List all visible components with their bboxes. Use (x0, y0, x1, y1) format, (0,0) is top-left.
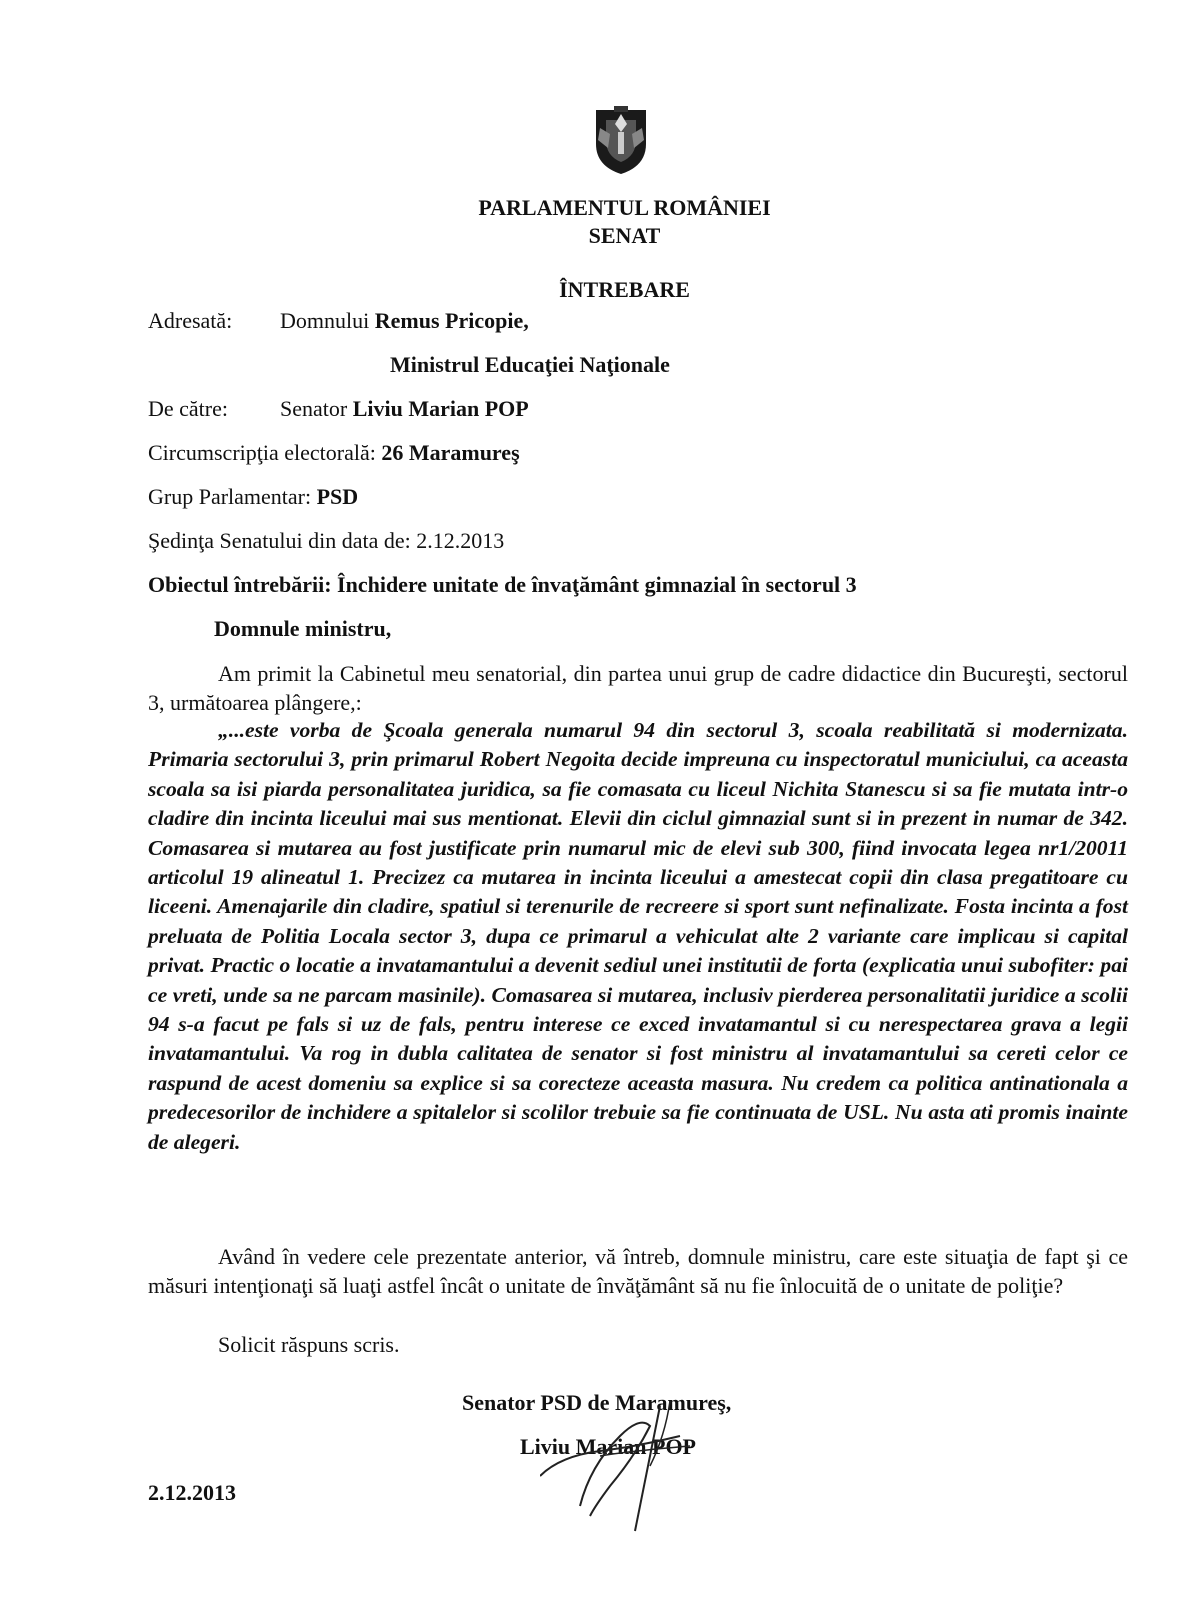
session-line (148, 528, 504, 554)
signoff-name: Liviu Marian POP (520, 1434, 696, 1459)
closing-line: Solicit răspuns scris. (218, 1332, 400, 1357)
subject-line (148, 572, 857, 598)
session-date: 2.12.2013 (416, 528, 505, 553)
intro-paragraph: Am primit la Cabinetul meu senatorial, din partea unui grup de cadre didactice din Bucureşti, sectorul 3, următoarea plângere,: (148, 661, 1128, 716)
sender-line (280, 396, 529, 422)
addressee-name: Remus Pricopie, (374, 308, 529, 333)
session-label: Şedinţa Senatului din data de: (148, 528, 411, 553)
chamber-title: SENAT (588, 223, 661, 248)
greeting: Domnule ministru, (214, 616, 392, 641)
district-label: Circumscripţia electorală: (148, 440, 376, 465)
sender-label: De către: (148, 396, 228, 421)
coat-of-arms-icon (586, 104, 656, 176)
document-type-title: ÎNTREBARE (559, 277, 690, 302)
handwritten-signature (540, 1396, 710, 1536)
sender-name: Liviu Marian POP (352, 396, 529, 421)
sender-prefix: Senator (280, 396, 348, 421)
institution-title: PARLAMENTUL ROMÂNIEI (478, 195, 771, 220)
district-line (148, 440, 520, 466)
addressee-label: Adresată: (148, 308, 233, 333)
document-date: 2.12.2013 (148, 1480, 236, 1505)
addressee-line (280, 308, 529, 334)
addressee-title: Ministrul Educaţiei Naţionale (390, 352, 670, 377)
group-label: Grup Parlamentar: (148, 484, 312, 509)
subject-label: Obiectul întrebării: (148, 572, 332, 597)
signoff-role: Senator PSD de Maramureş, (462, 1390, 732, 1415)
group-value: PSD (316, 484, 359, 509)
quoted-complaint: „...este vorba de Şcoala generala numarul 94 din sectorul 3, scoala reabilitată si modernizata. Primaria sectorului 3, prin primarul Robert Negoita decide impreuna cu inspectoratul municiului, ca aceasta scoala sa isi piarda personalitatea juridica, sa fie comasata cu liceul Nichita Stanescu si sa fie mutata intr-o cladire din incinta liceului mai sus mentionat. Elevii din ciclul gimnazial sunt si in prezent in numar de 342. Comasarea si mutarea au fost justificate prin numarul mic de elevi sub 300, fiind invocata legea nr1/20011 articolul 19 alineatul 1. Precizez ca mutarea in incinta liceului a amestecat copii din clasa pregatitoare cu liceeni. Amenajarile din cladire, spatiul si terenurile de recreere si sport sunt nefinalizate. Fosta incinta a fost preluata de Politia Locala sector 3, dupa ce primarul a vehiculat alte 2 variante care implicau si capital privat. Practic o locatie a invatamantului a devenit sediul unei institutii de forta (explicatia unui subofiter: pai ce vreti, unde sa ne parcam masinile). Comasarea si mutarea, inclusiv pierderea personalitatii juridice a scolii 94 s-a facut pe fals si uz de fals, pentru interese ce exced invatamantul si cu nerespectarea grava a legii invatamantului. Va rog in dubla calitatea de senator si fost ministru al invatamantului sa cereti celor ce raspund de acest domeniu sa explice si sa corecteze aceasta masura. Nu credem ca politica antinationala a predecesorilor de inchidere a spitalelor si scolilor trebuie sa fie continuata de USL. Nu asta ati promis inainte de alegeri. (148, 718, 1128, 1154)
subject-value: Închidere unitate de învaţământ gimnazial în sectorul 3 (337, 572, 857, 597)
addressee-prefix: Domnului (280, 308, 370, 333)
group-line (148, 484, 358, 510)
district-value: 26 Maramureş (381, 440, 520, 465)
question-paragraph: Având în vedere cele prezentate anterior, vă întreb, domnule ministru, care este situaţia de fapt şi ce măsuri intenţionaţi să luaţi astfel încât o unitate de învăţământ să nu fie înlocuită de o unitate de poliţie? (148, 1244, 1128, 1299)
